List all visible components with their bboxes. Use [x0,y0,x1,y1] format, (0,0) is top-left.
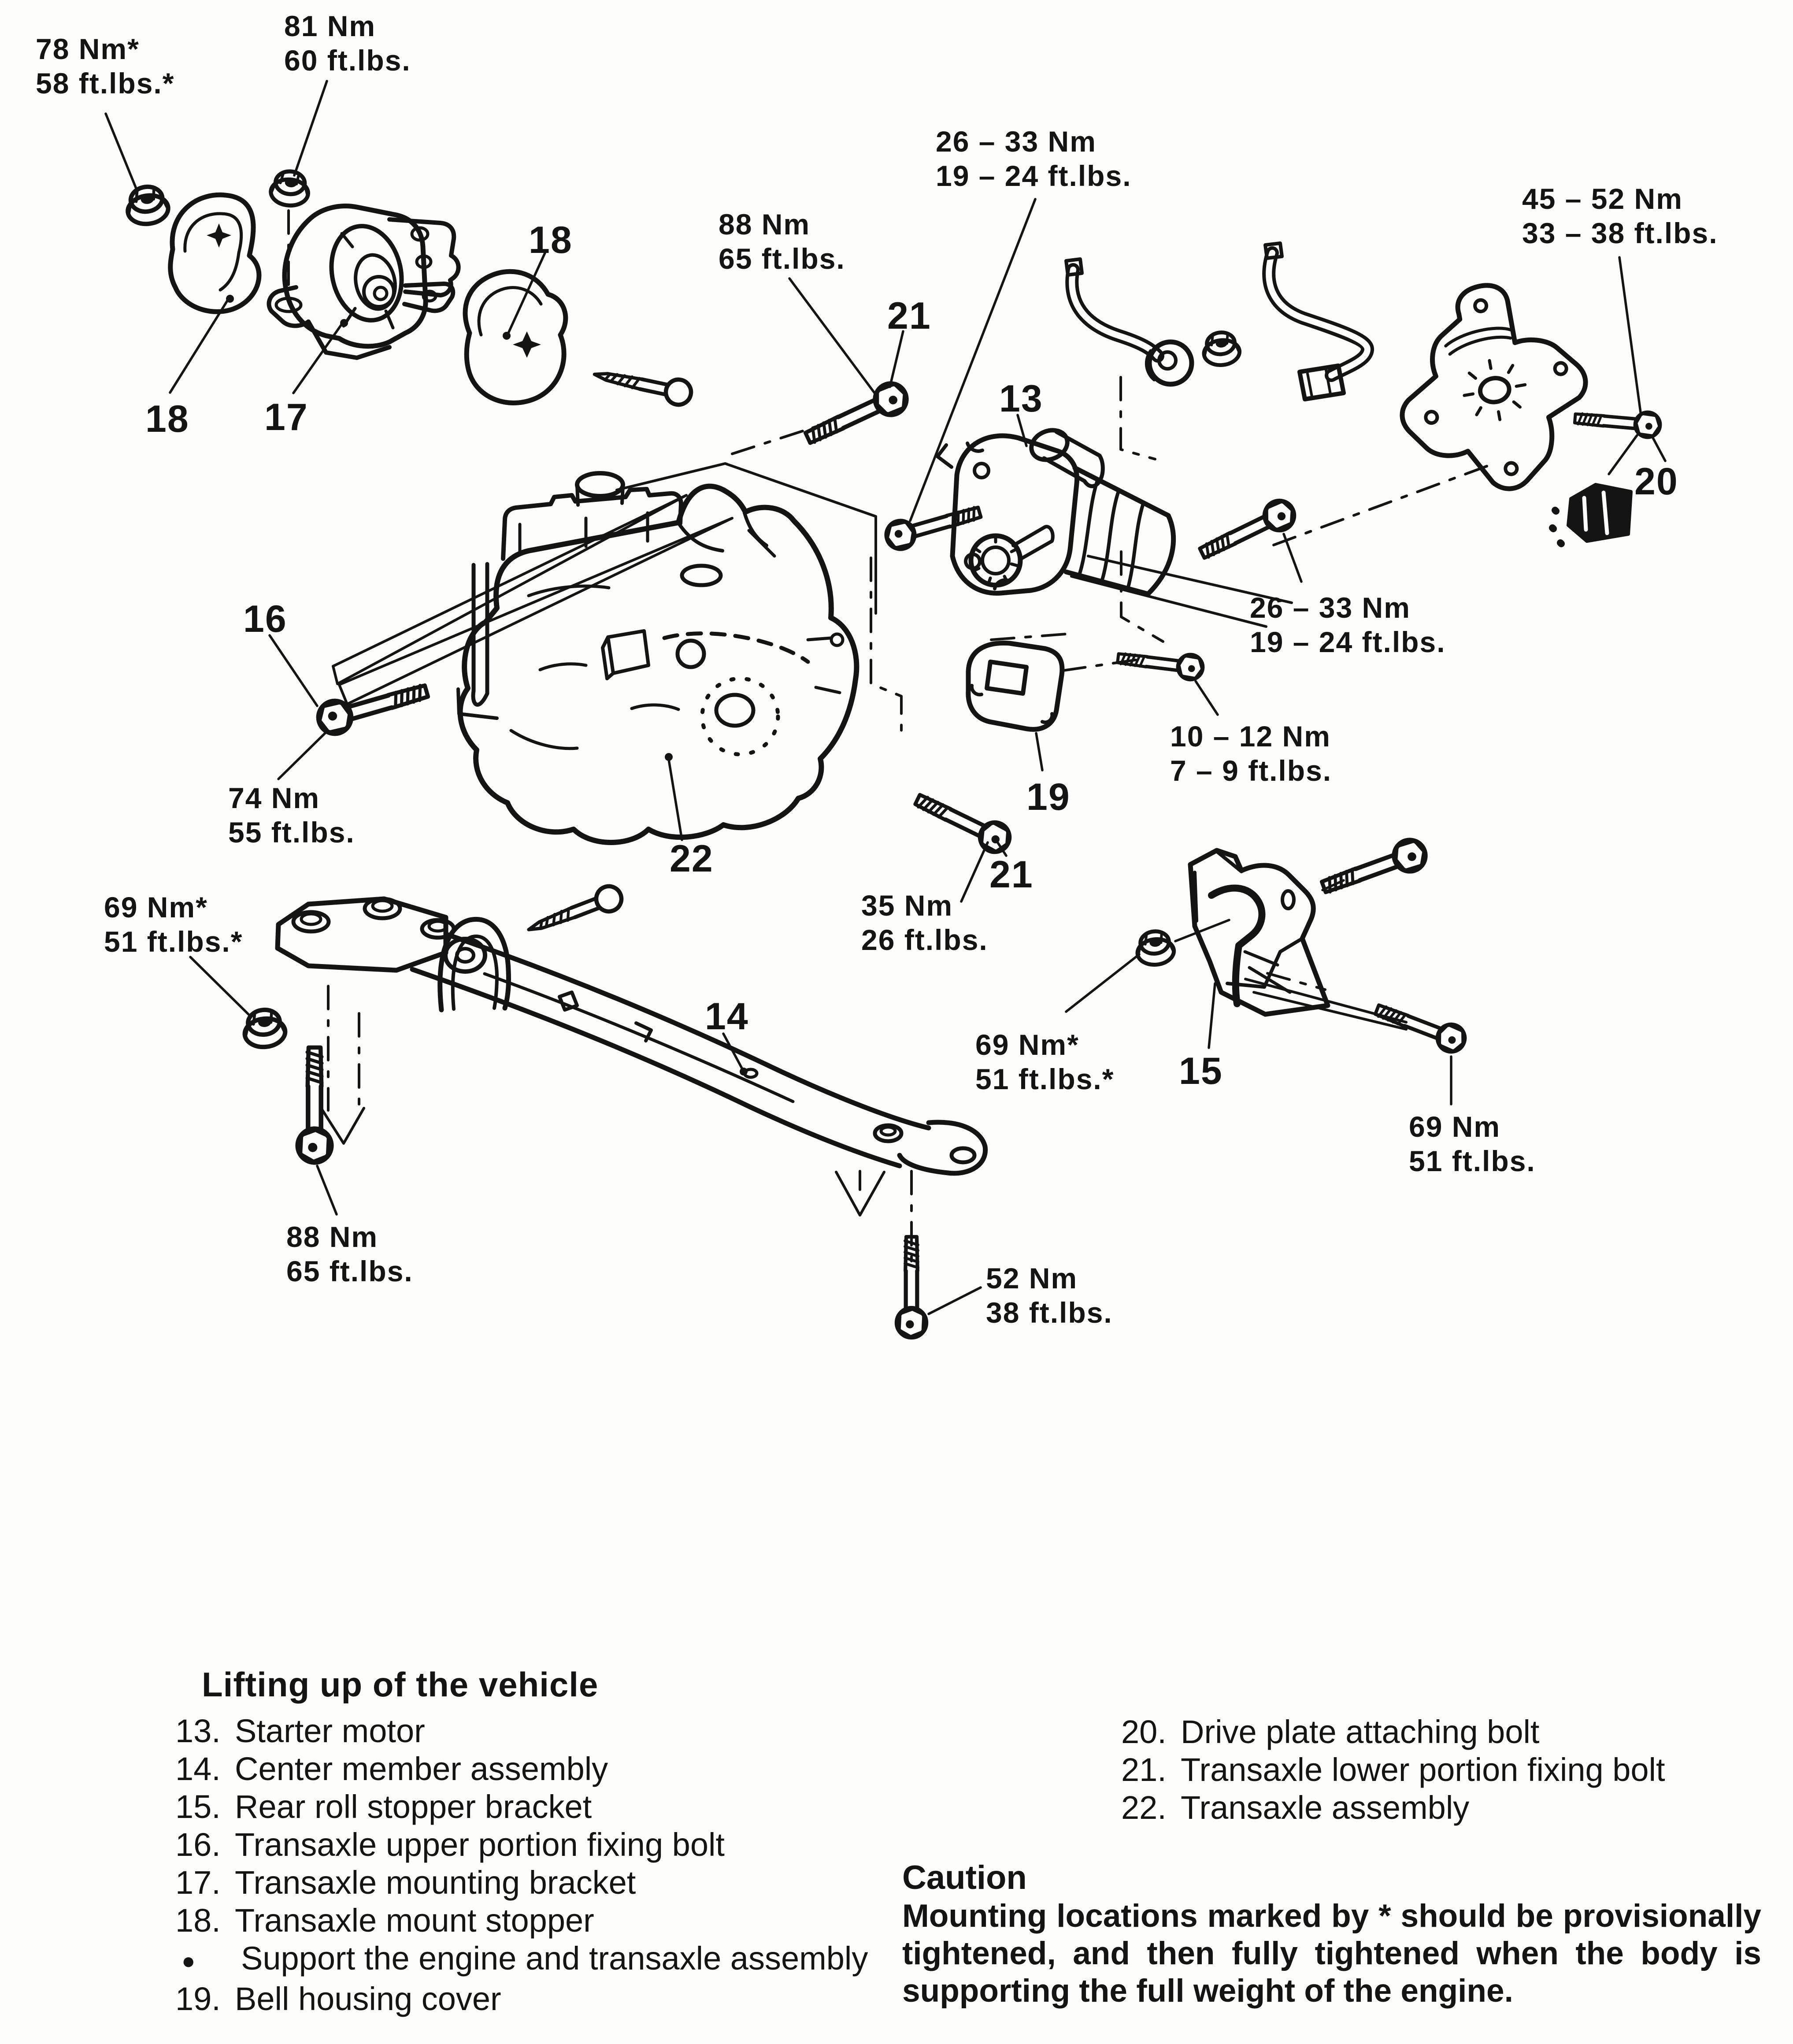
nut-69-right [1135,930,1175,967]
torque-35: 35 Nm 26 ft.lbs. [861,889,988,956]
legend-item-22: 22. Transaxle assembly [1121,1789,1470,1826]
torque-52: 52 Nm 38 ft.lbs. [986,1262,1113,1329]
callout-21-bottom: 21 [989,853,1034,896]
torque-69-left: 69 Nm* 51 ft.lbs.* [104,891,243,958]
callout-18-right: 18 [529,219,573,261]
legend-item-18: 18. Transaxle mount stopper [175,1902,594,1939]
drive-plate [1382,271,1602,505]
stopper-block [1552,485,1631,544]
bolt-roll-stopper-upper [1319,836,1430,901]
legend-heading: Lifting up of the vehicle [202,1665,599,1704]
legend-item-14: 14. Center member assembly [175,1751,608,1787]
torque-2633-mid: 26 – 33 Nm 19 – 24 ft.lbs. [1250,591,1446,658]
torque-78: 78 Nm* 58 ft.lbs.* [36,33,175,100]
mount-stopper-right [465,271,566,403]
mount-stopper-left [170,195,259,312]
callout-18-left: 18 [145,398,189,440]
torque-69-lower: 69 Nm 51 ft.lbs. [1409,1110,1536,1177]
caution-heading: Caution [902,1859,1027,1896]
callout-13: 13 [999,378,1043,420]
bolt-10-12 [1116,646,1204,681]
bolt-52 [897,1237,926,1337]
legend-item-21: 21. Transaxle lower portion fixing bolt [1121,1751,1665,1788]
nut-81nm [270,170,310,207]
torque-74: 74 Nm 55 ft.lbs. [228,782,355,849]
torque-4552: 45 – 52 Nm 33 – 38 ft.lbs. [1522,182,1718,249]
transaxle-assembly [458,473,856,842]
legend-right-column [1121,1713,1791,1827]
legend-item-17: 17. Transaxle mounting bracket [175,1864,636,1901]
torque-69-right: 69 Nm* 51 ft.lbs.* [975,1028,1115,1095]
callout-15: 15 [1179,1050,1223,1092]
battery-cable [1066,259,1192,384]
torque-1012: 10 – 12 Nm 7 – 9 ft.lbs. [1170,720,1332,787]
legend-item-20: 20. Drive plate attaching bolt [1121,1714,1540,1750]
bolt-88-bottom [298,1047,331,1162]
lag-screw-center-member [524,883,625,941]
callout-16: 16 [243,598,287,640]
torque-88-bottom: 88 Nm 65 ft.lbs. [286,1220,413,1287]
bolt-26-33-top [883,499,983,552]
cable-nut [1202,331,1241,367]
bolt-20-drive-plate [1574,406,1661,438]
callout-14: 14 [705,995,749,1038]
bullet-icon: ● [182,1948,196,1974]
torque-2633-top: 26 – 33 Nm 19 – 24 ft.lbs. [936,125,1132,192]
projection-wireframe [321,464,1406,1215]
legend-item-13: 13. Starter motor [175,1713,425,1749]
torque-88-top: 88 Nm 65 ft.lbs. [719,208,845,275]
bolt-21-top [801,378,911,452]
bell-housing-cover [968,643,1062,729]
callout-17: 17 [264,396,308,438]
bolt-69-lower [1372,997,1469,1056]
callout-22: 22 [670,838,714,880]
callout-21-top: 21 [887,295,931,337]
callout-19: 19 [1026,776,1071,818]
nut-78nm [125,184,170,226]
bolt-26-33-mid [1196,496,1299,567]
legend-item-support-note: ● Support the engine and transaxle assembly [175,1940,871,1980]
legend-left-column [175,1712,871,2018]
lag-screw-top [592,362,693,407]
sensor-harness [1265,243,1367,399]
torque-81: 81 Nm 60 ft.lbs. [284,10,411,77]
legend-item-19: 19. Bell housing cover [175,1981,501,2017]
callout-20: 20 [1634,460,1678,503]
legend-item-15: 15. Rear roll stopper bracket [175,1788,592,1825]
rear-roll-stopper-bracket [1190,850,1328,1014]
caution-body: Mounting locations marked by * should be provisionally tightened, and then fully tightened when the body is supporting the full weight of the engine. [902,1898,1761,2009]
transaxle-mounting-bracket [269,206,458,358]
legend-item-16: 16. Transaxle upper portion fixing bolt [175,1826,725,1863]
